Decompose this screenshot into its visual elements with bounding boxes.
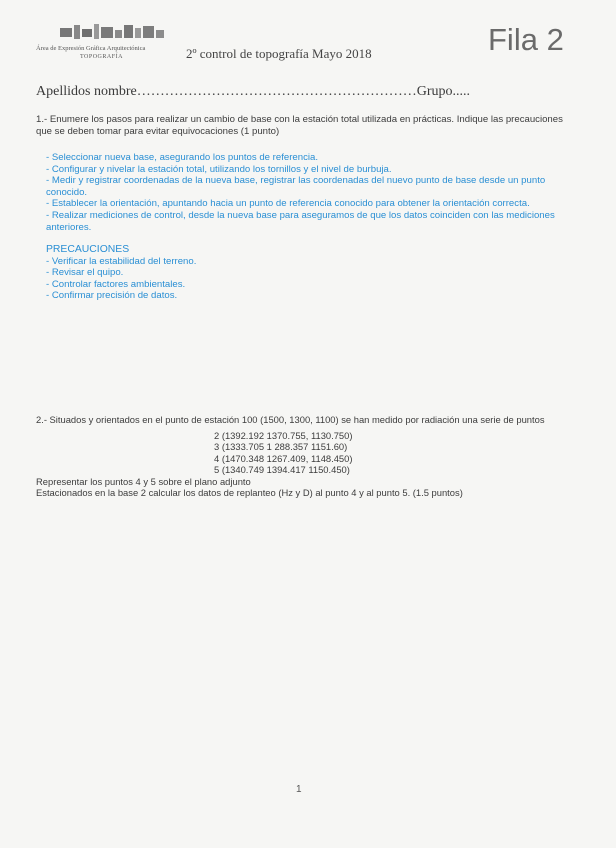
question-2-task-stakeout: Estacionados en la base 2 calcular los datos de replanteo (Hz y D) al punto 4 y al punto 5. (1.5 puntos)	[36, 487, 463, 499]
precaution-item: - Verificar la estabilidad del terreno.	[46, 255, 197, 267]
exam-title: 2º control de topografía Mayo 2018	[186, 46, 372, 61]
precautions-title: PRECAUCIONES	[46, 244, 130, 255]
answer-step: - Configurar y nivelar la estación total, utilizando los tornillos y el nivel de burbuja.	[46, 163, 392, 175]
precaution-item: - Controlar factores ambientales.	[46, 278, 186, 290]
logo-subject-text: TOPOGRAFÍA	[80, 54, 123, 60]
answer-step: - Realizar mediciones de control, desde la nueva base para aseguramos de que los datos coinciden con las mediciones anteriores.	[46, 209, 555, 233]
answer-step: - Establecer la orientación, apuntando hacia un punto de referencia conocido para obtener la orientación correcta.	[46, 198, 530, 210]
point-coordinates: 2 (1392.192 1370.755, 1130.750)	[214, 430, 353, 441]
point-coordinates: 4 (1470.348 1267.409, 1148.450)	[214, 452, 353, 464]
point-coordinates: 5 (1340.749 1394.417 1150.450)	[214, 464, 350, 476]
page-number: 1	[296, 784, 302, 795]
row-label: Fila 2	[488, 22, 564, 57]
answer-step: - Seleccionar nueva base, asegurando los puntos de referencia.	[46, 152, 318, 163]
precaution-item: - Confirmar precisión de datos.	[46, 290, 178, 302]
question-2-task-represent: Representar los puntos 4 y 5 sobre el plano adjunto	[36, 476, 251, 487]
point-coordinates: 3 (1333.705 1 288.357 1151.60)	[214, 441, 348, 453]
precaution-item: - Revisar el quipo.	[46, 267, 124, 279]
question-1-prompt: 1.- Enumere los pasos para realizar un cambio de base con la estación total utilizada en prácticas. Indique las precauciones que se deben tomar para evitar equivocaciones (1 punto)	[36, 114, 563, 137]
answer-step: - Medir y registrar coordenadas de la nueva base, registrar las coordenadas del nuevo punto de base desde un punto conocido.	[46, 175, 546, 198]
name-group-field: Apellidos nombre……………………………………………………Grupo.....	[36, 84, 470, 99]
logo-mark-icon	[58, 22, 168, 42]
question-2-points	[214, 430, 353, 476]
question-2-tasks	[36, 476, 576, 499]
logo-department-text: Área de Expresión Gráfica Arquitectónica	[36, 45, 146, 52]
precautions-section	[46, 244, 546, 302]
question-2-prompt: 2.- Situados y orientados en el punto de estación 100 (1500, 1300, 1100) se han medido por radiación una serie de puntos	[36, 414, 545, 425]
question-1-answers	[46, 152, 576, 233]
